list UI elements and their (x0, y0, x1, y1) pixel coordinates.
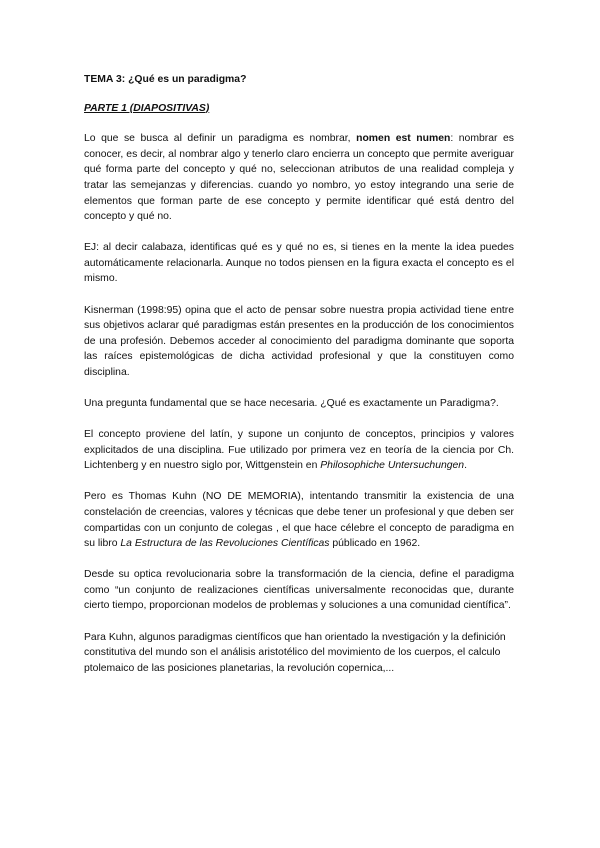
document-title: TEMA 3: ¿Qué es un paradigma? (84, 74, 247, 85)
paragraph-1-bold: nomen est numen (356, 133, 451, 145)
paragraph-2: EJ: al decir calabaza, identificas qué es y qué no es, si tienes en la mente la idea puedes automáticamente relacionarla. Aunque no todos piensen en la figura exacta el concepto es el mismo. (84, 242, 514, 285)
paragraph-7: Desde su optica revolucionaria sobre la transformación de la ciencia, define el paradigma como “un conjunto de realizaciones científicas universalmente reconocidas que, durante cierto tiempo, proporcionan modelos de problemas y soluciones a una comunidad científica”. (84, 569, 514, 612)
paragraph-6-italic: La Estructura de las Revoluciones Científicas (120, 538, 330, 550)
paragraph-5-post: . (464, 460, 467, 472)
paragraph-1 (84, 131, 514, 225)
document-page (84, 72, 514, 692)
paragraph-5-pre: El concepto proviene del latín, y supone un conjunto de conceptos, principios y valores explicitados de una disciplina. Fue utilizado por primera vez en teoría de la ciencia por Ch. Lichtenberg y en nuestro siglo por, Wittgenstein en (84, 429, 514, 472)
paragraph-1-post: : nombrar es conocer, es decir, al nombrar algo y tenerlo claro encierra un concepto que permite averiguar qué forma parte del concepto y qué no, seleccionan atributos de una realidad compleja y tratar las semejanzas y diferencias. cuando yo nombro, yo estoy integrando una serie de elementos que forman parte de ese concepto y permite identificar qué está dentro del concepto y qué no. (84, 133, 514, 223)
part-heading: PARTE 1 (DIAPOSITIVAS) (84, 102, 210, 114)
paragraph-3: Kisnerman (1998:95) opina que el acto de pensar sobre nuestra propia actividad tiene entre sus objetivos aclarar qué paradigmas están presentes en la producción de los conocimientos de una profesión. Debemos acceder al conocimiento del paradigma dominante que soporta las raíces epistemológicas de dicha actividad profesional y que la constituyen como disciplina. (84, 304, 514, 378)
paragraph-8: Para Kuhn, algunos paradigmas científicos que han orientado la nvestigación y la definición constitutiva del mundo son el análisis aristotélico del movimiento de los cuerpos, el calculo ptolemaico de las posiciones planetarias, la revolución copernica,... (84, 631, 506, 674)
paragraph-5-italic: Philosophiche Untersuchungen (320, 460, 465, 472)
paragraph-5 (84, 427, 514, 474)
paragraph-1-pre: Lo que se busca al definir un paradigma es nombrar, (84, 133, 357, 145)
paragraph-6-pre: Pero es Thomas Kuhn (NO DE MEMORIA), intentando transmitir la existencia de una constelación de creencias, valores y técnicas que debe tener un profesional y que deben ser compartidas con un conjunto de colegas , el que hace célebre el concepto de paradigma en su libro (84, 491, 514, 550)
paragraph-6 (84, 489, 514, 551)
paragraph-6-post: públicado en 1962. (329, 538, 421, 550)
paragraph-4: Una pregunta fundamental que se hace necesaria. ¿Qué es exactamente un Paradigma?. (84, 398, 499, 409)
